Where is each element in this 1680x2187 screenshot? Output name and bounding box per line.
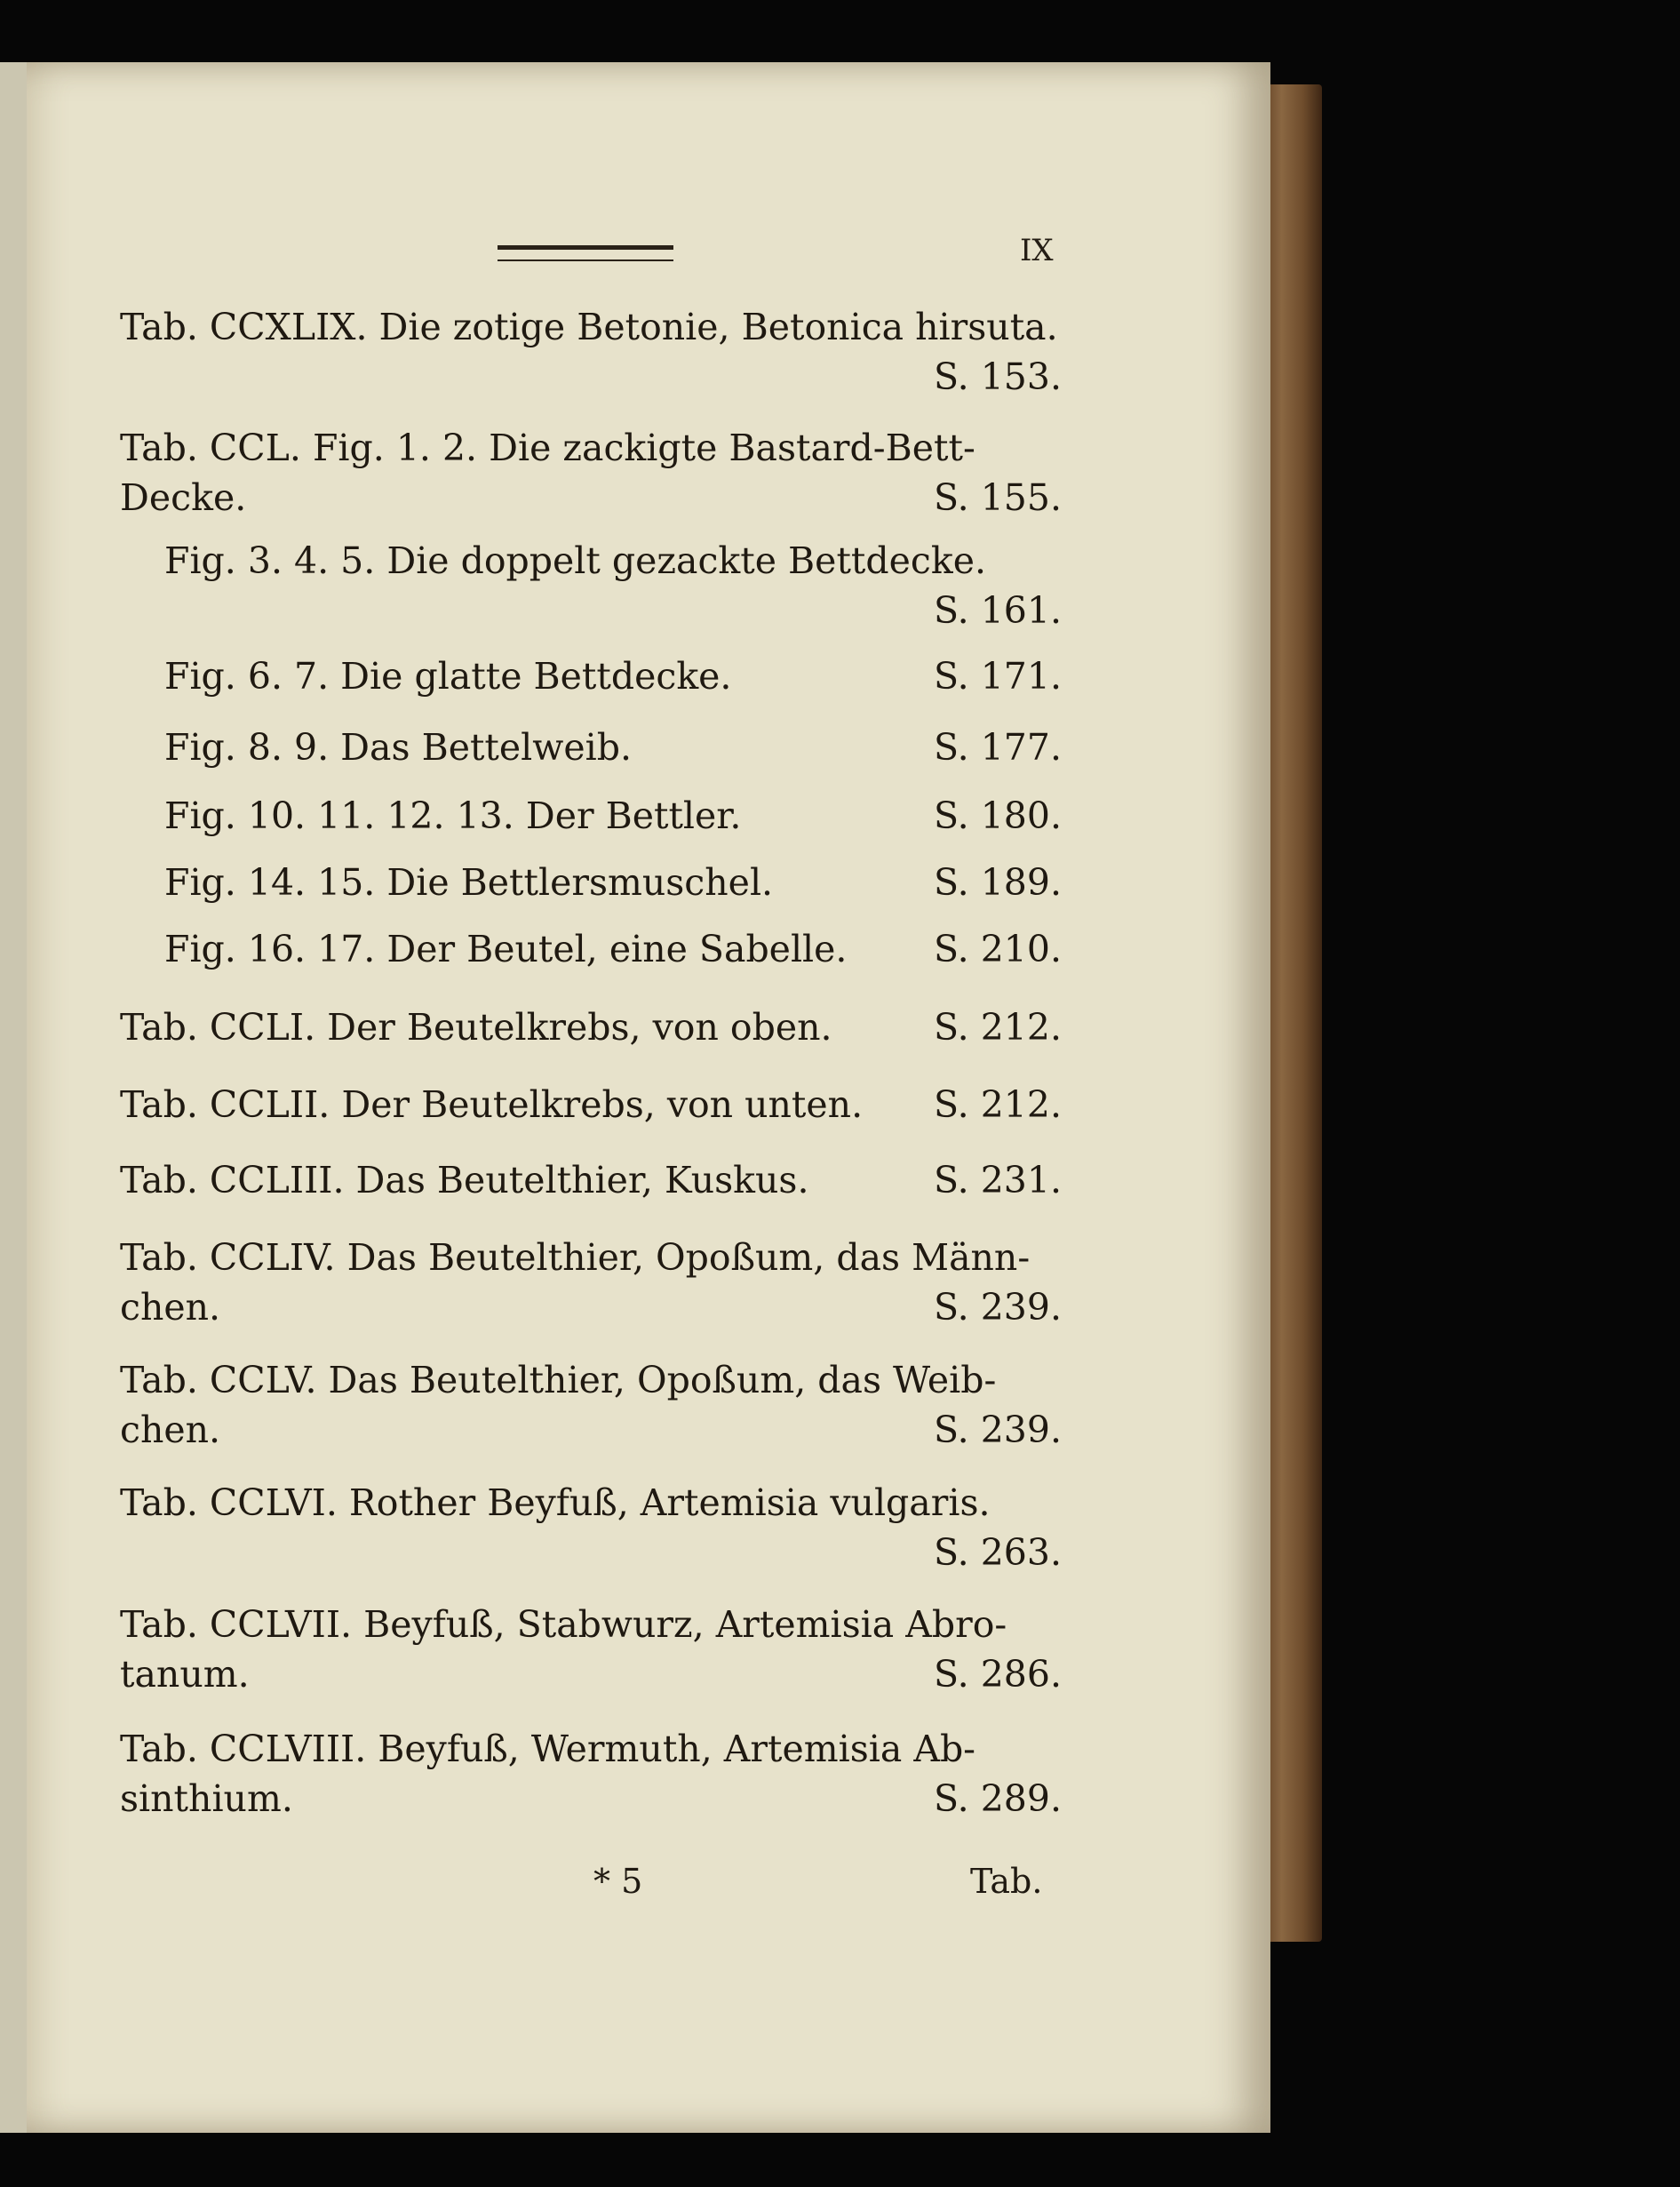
entry-page-ref: S. 289. xyxy=(934,1777,1062,1820)
entry-text: Tab. CCLI. Der Beutelkrebs, von oben. xyxy=(120,1006,832,1049)
entry-page-ref: S. 155. xyxy=(934,476,1062,519)
entry-page-ref: S. 239. xyxy=(934,1286,1062,1329)
entry-page-ref: S. 263. xyxy=(934,1531,1062,1574)
entry-text: Fig. 16. 17. Der Beutel, eine Sabelle. xyxy=(164,928,848,970)
entry-page-ref: S. 231. xyxy=(934,1159,1062,1201)
page-number: IX xyxy=(1020,233,1054,268)
entry-page-ref: S. 153. xyxy=(934,355,1062,398)
index-entry xyxy=(120,423,1062,523)
catchword: Tab. xyxy=(970,1862,1043,1901)
entry-text: Fig. 3. 4. 5. Die doppelt gezackte Bettdecke. xyxy=(164,539,987,582)
entry-continuation: tanum. xyxy=(120,1653,250,1696)
entry-text: Tab. CCLIV. Das Beutelthier, Opoßum, das Männ- xyxy=(120,1236,1031,1279)
entry-page-ref: S. 210. xyxy=(934,928,1062,970)
index-entry xyxy=(120,1002,1062,1052)
index-entry xyxy=(120,1478,1062,1577)
entry-text: Tab. CCLIII. Das Beutelthier, Kuskus. xyxy=(120,1159,809,1201)
signature-mark: * 5 xyxy=(593,1862,643,1901)
index-entry xyxy=(120,1233,1062,1332)
entry-page-ref: S. 161. xyxy=(934,589,1062,632)
entry-text: Fig. 6. 7. Die glatte Bettdecke. xyxy=(164,655,732,698)
index-entry xyxy=(164,536,1062,635)
entry-page-ref: S. 286. xyxy=(934,1653,1062,1696)
entry-text: Tab. CCLVII. Beyfuß, Stabwurz, Artemisia Abro- xyxy=(120,1603,1007,1646)
entry-text: Tab. CCLII. Der Beutelkrebs, von unten. xyxy=(120,1083,864,1126)
index-entry xyxy=(120,302,1062,402)
index-entry xyxy=(164,858,1062,907)
index-entry xyxy=(164,651,1062,701)
index-entry xyxy=(120,1080,1062,1129)
entry-continuation: Decke. xyxy=(120,476,247,519)
entry-page-ref: S. 171. xyxy=(934,655,1062,698)
entry-page-ref: S. 180. xyxy=(934,794,1062,837)
entry-text: Fig. 10. 11. 12. 13. Der Bettler. xyxy=(164,794,742,837)
entry-page-ref: S. 212. xyxy=(934,1006,1062,1049)
entry-page-ref: S. 189. xyxy=(934,861,1062,904)
entry-text: Tab. CCLV. Das Beutelthier, Opoßum, das Weib- xyxy=(120,1359,997,1401)
entry-continuation: chen. xyxy=(120,1286,221,1329)
index-entry xyxy=(120,1355,1062,1455)
index-entry xyxy=(164,924,1062,974)
entry-text: Tab. CCLVI. Rother Beyfuß, Artemisia vulgaris. xyxy=(120,1481,991,1524)
entry-text: Tab. CCXLIX. Die zotige Betonie, Betonica hirsuta. xyxy=(120,306,1058,348)
index-entry xyxy=(164,722,1062,772)
entry-text: Fig. 8. 9. Das Bettelweib. xyxy=(164,726,633,769)
entry-page-ref: S. 177. xyxy=(934,726,1062,769)
index-entry xyxy=(120,1600,1062,1699)
index-entry xyxy=(120,1724,1062,1824)
entry-page-ref: S. 212. xyxy=(934,1083,1062,1126)
entry-continuation: chen. xyxy=(120,1409,221,1451)
index-entry xyxy=(120,1155,1062,1205)
index-entry xyxy=(164,791,1062,841)
header-rule xyxy=(498,245,673,261)
entry-text: Tab. CCLVIII. Beyfuß, Wermuth, Artemisia Ab- xyxy=(120,1728,976,1770)
entry-continuation: sinthium. xyxy=(120,1777,293,1820)
entry-text: Tab. CCL. Fig. 1. 2. Die zackigte Bastard-Bett- xyxy=(120,427,975,469)
entry-page-ref: S. 239. xyxy=(934,1409,1062,1451)
entry-text: Fig. 14. 15. Die Bettlersmuschel. xyxy=(164,861,774,904)
